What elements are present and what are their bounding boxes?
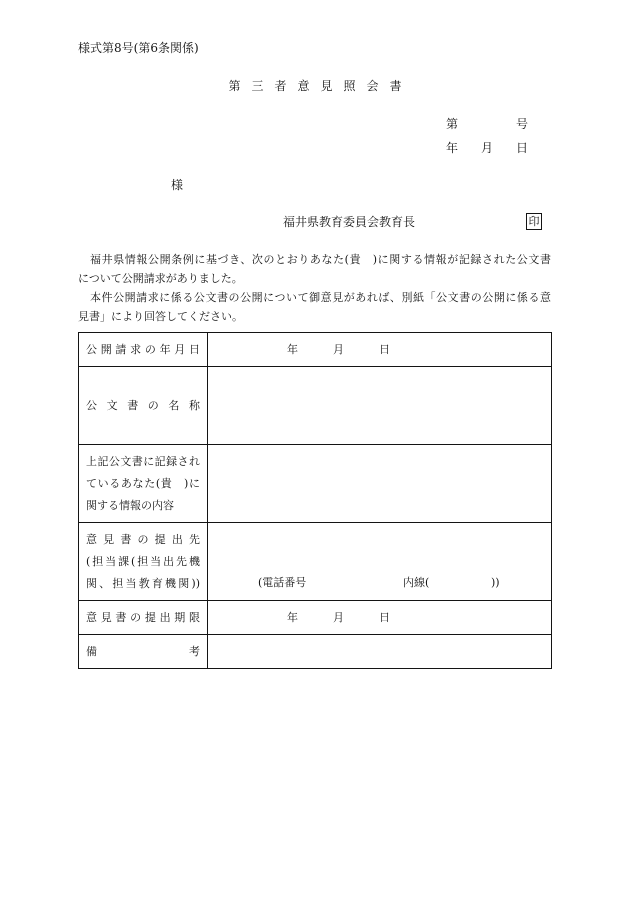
document-name-label-text: 公文書の名称 — [86, 398, 200, 412]
table-row-remarks — [79, 635, 551, 668]
phone-extension-line — [208, 572, 500, 600]
deadline-month: 月 — [333, 610, 344, 624]
document-title: 第三者意見照会書 — [228, 79, 413, 93]
paragraph-2-line-1: 本件公開請求に係る公文書の公開について御意見があれば、別紙「公文書の公開に係る意 — [90, 291, 551, 304]
remarks-label-text: 備考 — [86, 644, 200, 658]
document-name-value — [208, 367, 551, 444]
request-date-year: 年 — [287, 342, 298, 356]
submission-to-label-line-3: 関、担当教育機関)) — [86, 576, 200, 590]
phone-label: (電話番号 — [258, 576, 307, 589]
request-date-day: 日 — [379, 342, 390, 356]
recorded-info-label-line-2: ているあなた(貴 )に — [86, 476, 200, 490]
deadline-label — [79, 601, 208, 634]
request-date-label — [79, 333, 208, 366]
paragraph-1-line-1: 福井県情報公開条例に基づき、次のとおりあなた(貴 )に関する情報が記録された公文書 — [90, 253, 551, 266]
document-name-label — [79, 367, 208, 444]
request-date-label-text: 公開請求の年月日 — [86, 342, 200, 356]
paragraph-1-line-2: について公開請求がありました。 — [78, 272, 243, 285]
body-text — [78, 250, 551, 326]
issue-date-year: 年 — [446, 141, 459, 155]
sender-name: 福井県教育委員会教育長 — [283, 215, 416, 229]
submission-to-label-line-1: 意見書の提出先 — [86, 532, 200, 546]
submission-to-label — [79, 523, 208, 600]
extension-label: 内線( — [403, 576, 430, 589]
deadline-day: 日 — [379, 610, 390, 624]
issue-date-month: 月 — [481, 141, 494, 155]
recorded-info-label — [79, 445, 208, 522]
extension-closing: )) — [491, 576, 500, 589]
deadline-value — [208, 601, 551, 634]
request-date-value — [208, 333, 551, 366]
form-number: 様式第8号(第6条関係) — [78, 41, 199, 55]
request-date-month: 月 — [333, 342, 344, 356]
table-row-request-date — [79, 333, 551, 367]
table-row-recorded-info — [79, 445, 551, 523]
addressee-honorific: 様 — [171, 178, 184, 192]
request-date-fields — [208, 339, 425, 361]
deadline-label-text: 意見書の提出期限 — [86, 610, 200, 624]
deadline-year: 年 — [287, 610, 298, 624]
document-number-prefix: 第 — [446, 117, 459, 131]
seal-mark: 印 — [526, 213, 542, 230]
deadline-fields — [208, 607, 425, 629]
table-row-deadline — [79, 601, 551, 635]
recorded-info-value — [208, 445, 551, 522]
document-number-suffix: 号 — [516, 117, 529, 131]
submission-to-label-line-2: (担当課(担当出先機 — [86, 554, 200, 568]
recorded-info-label-line-3: 関する情報の内容 — [86, 498, 174, 512]
table-row-submission-to — [79, 523, 551, 601]
table-row-document-name — [79, 367, 551, 445]
response-form-table — [78, 332, 552, 669]
submission-to-value — [208, 523, 551, 600]
remarks-value — [208, 635, 551, 668]
paragraph-2-line-2: 見書」により回答してください。 — [78, 310, 243, 323]
issue-date-day: 日 — [516, 141, 529, 155]
remarks-label — [79, 635, 208, 668]
recorded-info-label-line-1: 上記公文書に記録され — [86, 454, 200, 468]
